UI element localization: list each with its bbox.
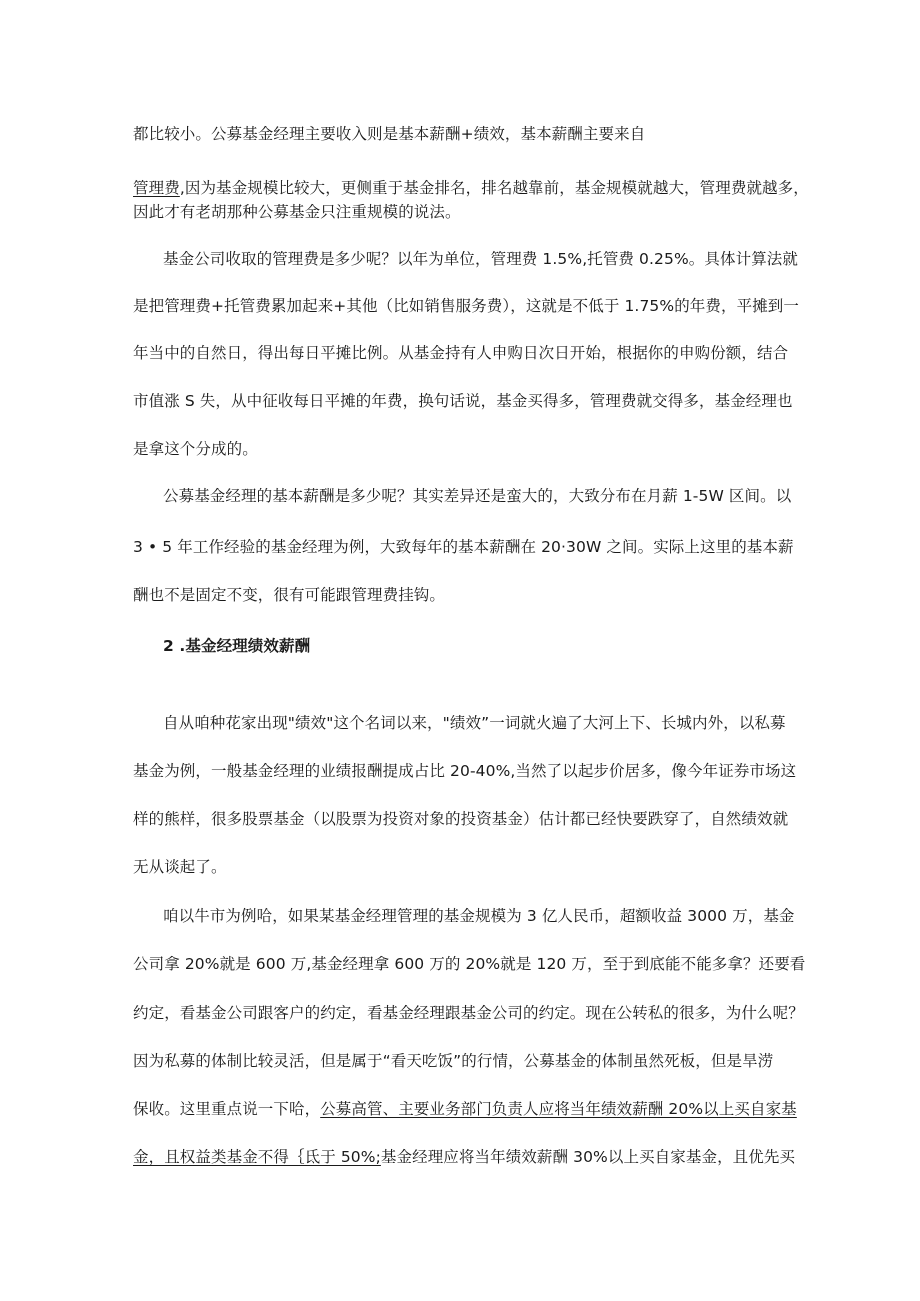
paragraph-line: 公司拿 20%就是 600 万,基金经理拿 600 万的 20%就是 120 万，至于到底能不能多拿？还要看 [133, 955, 806, 973]
paragraph-line: 是拿这个分成的。 [133, 440, 258, 458]
paragraph-line: 都比较小。公募基金经理主要收入则是基本薪酬+绩效，基本薪酬主要来自 [133, 125, 646, 143]
line-text: ,因为基金规模比较大，更侧重于基金排名，排名越靠前，基金规模就越大，管理费就越多， [179, 179, 809, 197]
paragraph-line [133, 1147, 795, 1167]
paragraph-line: 基金公司收取的管理费是多少呢？以年为单位，管理费 1.5%,托管费 0.25%。具体计算法就 [163, 250, 799, 268]
section-heading: 2 .基金经理绩效薪酬 [163, 637, 311, 655]
paragraph-line: 3 • 5 年工作经验的基金经理为例，大致每年的基本薪酬在 20·30W 之间。实际上这里的基本薪 [133, 538, 794, 556]
line-text: 基金经理应将当年绩效薪酬 30%以上买自家基金，且优先买 [380, 1148, 796, 1166]
paragraph-line [133, 178, 809, 198]
paragraph-line: 无从谈起了。 [133, 858, 227, 876]
paragraph-line [133, 1099, 797, 1119]
paragraph-line: 因为私募的体制比较灵活，但是属于“看天吃饭”的行情，公募基金的体制虽然死板，但是旱涝 [133, 1052, 774, 1070]
paragraph-line: 因此才有老胡那种公募基金只注重规模的说法。 [133, 203, 461, 221]
paragraph-line: 自从咱种花家出现"绩效"这个名词以来，"绩效”一词就火遍了大河上下、长城内外，以私募 [163, 714, 786, 732]
paragraph-line: 约定，看基金公司跟客户的约定，看基金经理跟基金公司的约定。现在公转私的很多，为什么呢？ [133, 1004, 804, 1022]
line-text: 保收。这里重点说一下哈， [133, 1100, 321, 1118]
paragraph-line: 基金为例，一般基金经理的业绩报酬提成占比 20-40%,当然了以起步价居多，像今年证券市场这 [133, 762, 797, 780]
paragraph-line: 年当中的自然日，得出每日平摊比例。从基金持有人申购日次日开始，根据你的申购份额，结合 [133, 344, 789, 362]
paragraph-line: 是把管理费+托管费累加起来+其他（比如销售服务费），这就是不低于 1.75%的年费，平摊到一 [133, 297, 799, 315]
underlined-text: 管理费 [133, 179, 180, 197]
underlined-text: 公募高管、主要业务部门负责人应将当年绩效薪酬 20%以上买自家基 [320, 1100, 797, 1118]
paragraph-line: 咱以牛市为例哈，如果某基金经理管理的基金规模为 3 亿人民币，超额收益 3000 万，基金 [163, 907, 795, 925]
paragraph-line: 样的熊样，很多股票基金（以股票为投资对象的投资基金）估计都已经快要跌穿了，自然绩效就 [133, 810, 789, 828]
paragraph-line: 市值涨 S 失，从中征收每日平摊的年费，换句话说，基金买得多，管理费就交得多，基金经理也 [133, 392, 793, 410]
underlined-text: 金，且权益类基金不得｛氐于 50%; [133, 1148, 381, 1166]
paragraph-line: 公募基金经理的基本薪酬是多少呢？其实差异还是蛮大的，大致分布在月薪 1-5W 区间。以 [163, 487, 792, 505]
paragraph-line: 酬也不是固定不变，很有可能跟管理费挂钩。 [133, 586, 446, 604]
